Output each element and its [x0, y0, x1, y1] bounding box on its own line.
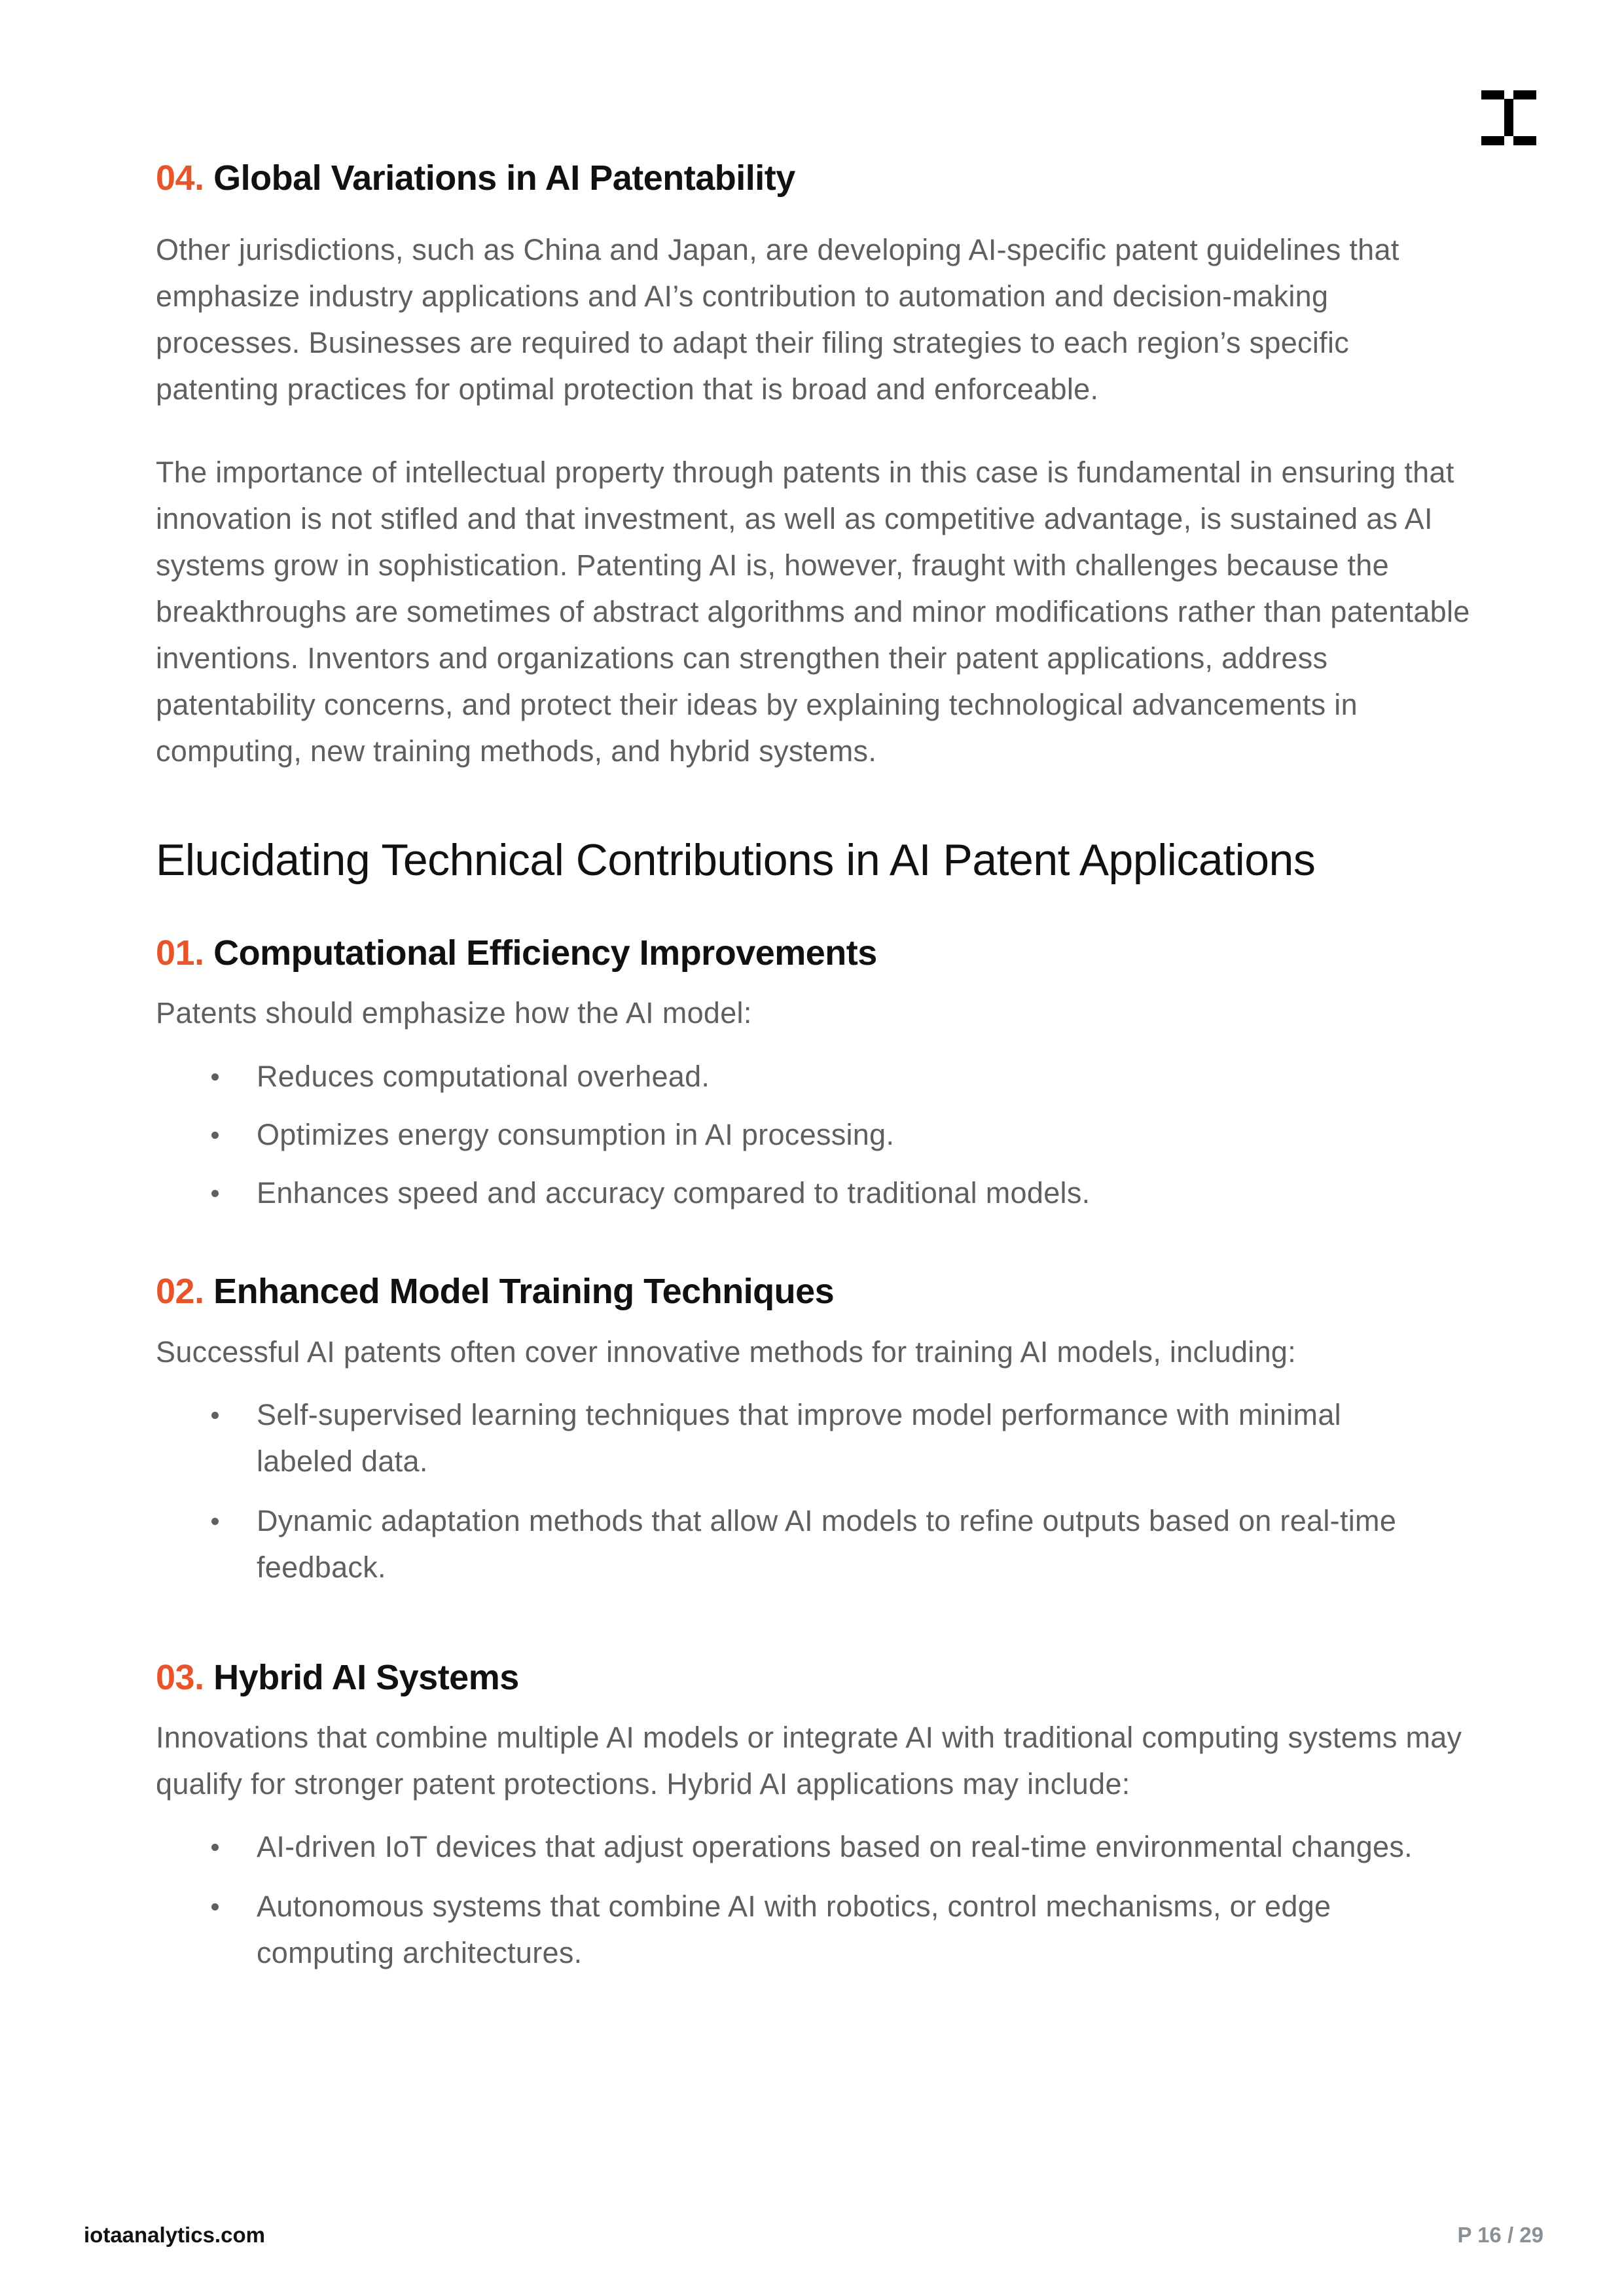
list-item-text: Reduces computational overhead.: [257, 1060, 710, 1093]
main-heading: Elucidating Technical Contributions in AI Patent Applications: [156, 835, 1316, 885]
bullet-list: [156, 1391, 1478, 1590]
footer-website-link[interactable]: iotaanalytics.com: [84, 2223, 265, 2247]
section-number: 04.: [156, 158, 204, 198]
bullet-icon: [211, 1190, 219, 1197]
section-number: 02.: [156, 1272, 204, 1311]
section-title: Enhanced Model Training Techniques: [213, 1272, 835, 1311]
list-item-text: Dynamic adaptation methods that allow AI models to refine outputs based on real-time feedback.: [257, 1504, 1397, 1584]
list-item: [156, 1170, 1478, 1216]
list-item-text: Enhances speed and accuracy compared to traditional models.: [257, 1176, 1091, 1210]
section-intro: Innovations that combine multiple AI models or integrate AI with traditional computing systems may qualify for stronger patent protections. Hybrid AI applications may include:: [156, 1721, 1462, 1801]
paragraph: The importance of intellectual property through patents in this case is fundamental in ensuring that innovation is not stifled and that investment, as well as competitive advantage, is sustained as AI systems grow in sophistication. Patenting AI is, however, fraught with challenges because the breakthroughs are sometimes of abstract algorithms and minor modifications rather than patentable inventions. Inventors and organizations can strengthen their patent applications, address patentability concerns, and protect their ideas by explaining technological advancements in computing, new training methods, and hybrid systems.: [156, 456, 1470, 768]
list-item-text: Self-supervised learning techniques that improve model performance with minimal labeled data.: [257, 1398, 1341, 1478]
bullet-list: [156, 1053, 1478, 1216]
list-item-text: Optimizes energy consumption in AI processing.: [257, 1118, 895, 1151]
bullet-icon: [211, 1844, 219, 1851]
list-item: [156, 1498, 1478, 1590]
bullet-icon: [211, 1903, 219, 1910]
section-title: Hybrid AI Systems: [213, 1658, 519, 1697]
list-item: [156, 1053, 1478, 1100]
list-item: [156, 1111, 1478, 1158]
section-number: 03.: [156, 1658, 204, 1697]
section-heading-03: [156, 1655, 1478, 1700]
list-item-text: Autonomous systems that combine AI with robotics, control mechanisms, or edge computing architectures.: [257, 1890, 1331, 1969]
bullet-icon: [211, 1412, 219, 1419]
paragraph: Other jurisdictions, such as China and Japan, are developing AI-specific patent guidelines that emphasize industry applications and AI’s contribution to automation and decision-making processes. Businesses are required to adapt their filing strategies to each region’s specific patenting practices for optimal protection that is broad and enforceable.: [156, 233, 1399, 406]
section-intro: Successful AI patents often cover innovative methods for training AI models, including:: [156, 1335, 1297, 1369]
section-heading-02: [156, 1268, 1478, 1314]
page-number: P 16 / 29: [1457, 2223, 1543, 2247]
list-item: [156, 1883, 1478, 1976]
bullet-icon: [211, 1073, 219, 1081]
bullet-icon: [211, 1132, 219, 1139]
company-logo: [1481, 90, 1536, 145]
list-item: [156, 1823, 1478, 1870]
bullet-list: [156, 1823, 1478, 1976]
section-intro: Patents should emphasize how the AI model:: [156, 996, 752, 1030]
section-title: Global Variations in AI Patentability: [213, 158, 795, 198]
list-item-text: AI-driven IoT devices that adjust operations based on real-time environmental changes.: [257, 1830, 1413, 1863]
section-heading-04: [156, 155, 1478, 201]
section-title: Computational Efficiency Improvements: [213, 933, 877, 973]
section-number: 01.: [156, 933, 204, 973]
list-item: [156, 1391, 1478, 1484]
bullet-icon: [211, 1518, 219, 1525]
section-heading-01: [156, 930, 1478, 976]
